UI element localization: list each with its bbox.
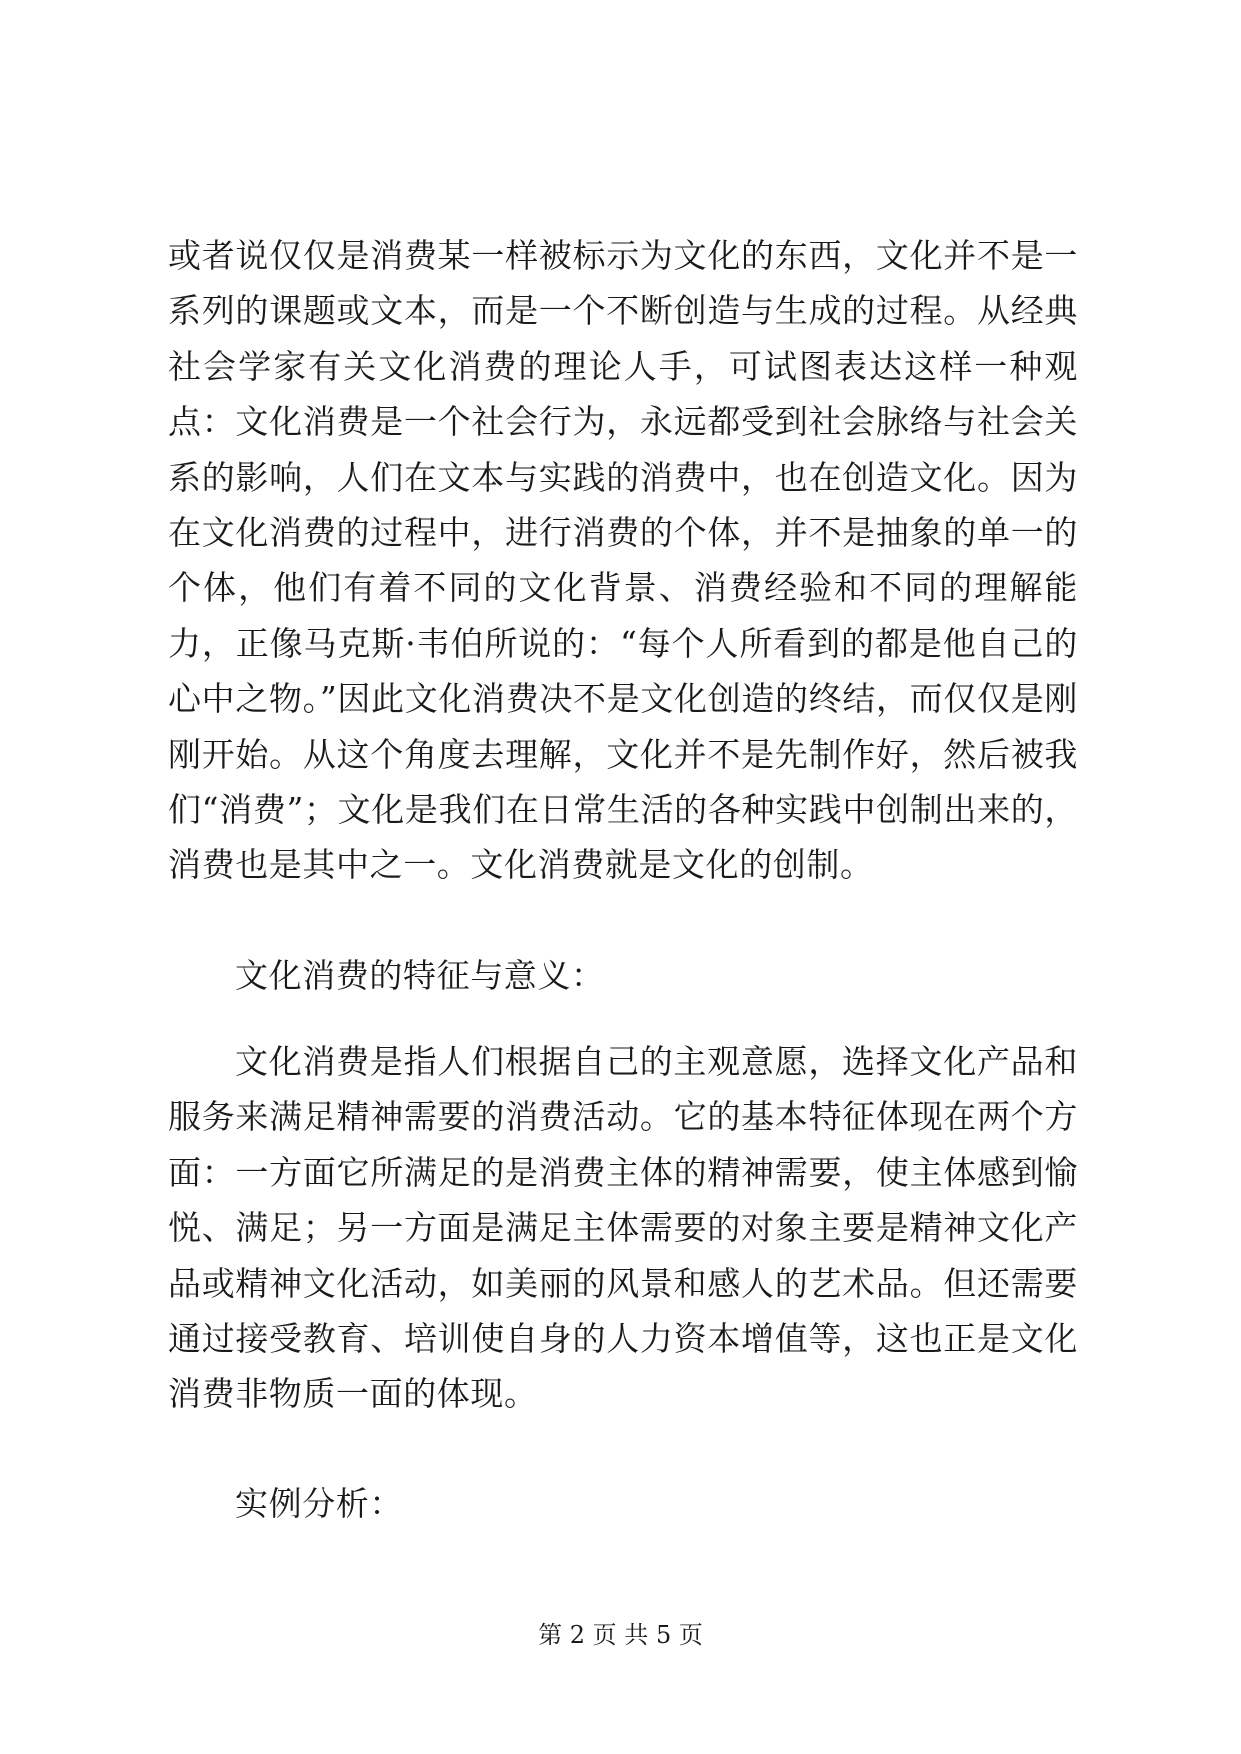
body-paragraph-characteristics: 文化消费是指人们根据自己的主观意愿，选择文化产品和服务来满足精神需要的消费活动。它的基本特征体现在两个方面：一方面它所满足的是消费主体的精神需要，使主体感到愉悦、满足；另一方面是满足主体需要的对象主要是精神文化产品或精神文化活动，如美丽的风景和感人的艺术品。但还需要通过接受教育、培训使自身的人力资本增值等，这也正是文化消费非物质一面的体现。 [168,1042,1078,1414]
page-number-footer: 第 2 页 共 5 页 [538,1621,703,1649]
section-heading-characteristics: 文化消费的特征与意义： [235,956,605,995]
body-paragraph-continued: 或者说仅仅是消费某一样被标示为文化的东西，文化并不是一系列的课题或文本，而是一个不断创造与生成的过程。从经典社会学家有关文化消费的理论人手，可试图表达这样一种观点：文化消费是一个社会行为，永远都受到社会脉络与社会关系的影响，人们在文本与实践的消费中，也在创造文化。因为在文化消费的过程中，进行消费的个体，并不是抽象的单一的个体，他们有着不同的文化背景、消费经验和不同的理解能力，正像马克斯·韦伯所说的：“每个人所看到的都是他自己的心中之物。”因此文化消费决不是文化创造的终结，而仅仅是刚刚开始。从这个角度去理解，文化并不是先制作好，然后被我们“消费”；文化是我们在日常生活的各种实践中创制出来的，消费也是其中之一。文化消费就是文化的创制。 [168,236,1078,885]
section-heading-case-analysis: 实例分析： [235,1484,403,1523]
